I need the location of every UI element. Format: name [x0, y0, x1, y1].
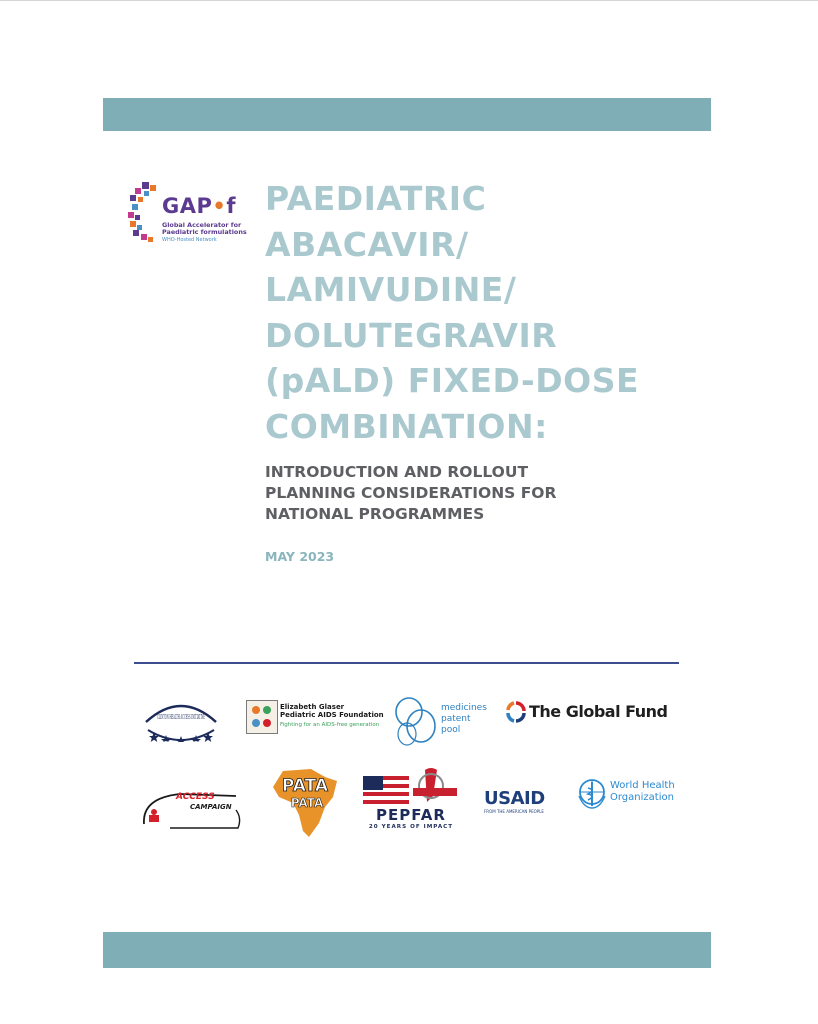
top-color-band	[103, 98, 711, 131]
page-edge-line	[0, 0, 818, 1]
svg-text:PATA: PATA	[281, 776, 329, 796]
gapf-mosaic-icon	[128, 180, 164, 250]
access-word: ACCESS	[176, 792, 215, 802]
divider-rule	[134, 662, 679, 664]
usaid-name: USAID	[484, 788, 545, 809]
svg-text:CLINTON HEALTH ACCESS INITIATI: CLINTON HEALTH ACCESS INITIATIVE	[157, 713, 206, 721]
report-subtitle: INTRODUCTION AND ROLLOUT PLANNING CONSIDERATIONS FOR NATIONAL PROGRAMMES	[265, 463, 557, 523]
gapf-hosted-note: WHO-Hosted Network	[162, 237, 217, 243]
report-title: PAEDIATRIC ABACAVIR/ LAMIVUDINE/ DOLUTEGRAVIR (pALD) FIXED-DOSE COMBINATION:	[265, 179, 639, 446]
africa-map-icon	[267, 767, 343, 839]
mpp-loops-icon	[393, 694, 441, 750]
publication-date: MAY 2023	[265, 549, 335, 564]
medicines-patent-pool-logo	[393, 694, 493, 750]
access-campaign-logo	[140, 784, 244, 830]
mpp-name: medicines patent pool	[441, 703, 487, 735]
usaid-logo	[484, 788, 554, 818]
chai-logo	[140, 692, 222, 742]
who-logo	[576, 776, 676, 810]
pepfar-tagline: 20 YEARS OF IMPACT	[368, 824, 454, 830]
egpaf-tagline: Fighting for an AIDS-free generation	[280, 722, 380, 728]
egpaf-name: Elizabeth Glaser Pediatric AIDS Foundation	[280, 703, 384, 719]
gapf-full-name: Global Accelerator for Paediatric formulations	[162, 221, 247, 237]
global-fund-name: The Global Fund	[529, 702, 668, 721]
usaid-tagline: FROM THE AMERICAN PEOPLE	[484, 809, 544, 814]
bottom-color-band	[103, 932, 711, 968]
global-fund-logo	[506, 701, 668, 725]
us-flag-ribbon-icon	[361, 766, 461, 806]
gapf-wordmark: GAP•f	[162, 194, 236, 218]
svg-text:PATA: PATA	[290, 796, 324, 810]
pepfar-name: PEPFAR	[376, 806, 446, 824]
campaign-word: CAMPAIGN	[190, 803, 232, 811]
chai-star-arc-icon	[140, 692, 222, 742]
who-name: World Health Organization	[610, 780, 675, 803]
gapf-logo	[128, 180, 250, 255]
pata-logo	[267, 767, 343, 839]
egpaf-children-icon	[246, 700, 278, 734]
pepfar-logo	[361, 766, 461, 836]
global-fund-swirl-icon	[506, 701, 526, 723]
who-emblem-icon	[576, 776, 608, 810]
egpaf-logo	[246, 700, 386, 736]
